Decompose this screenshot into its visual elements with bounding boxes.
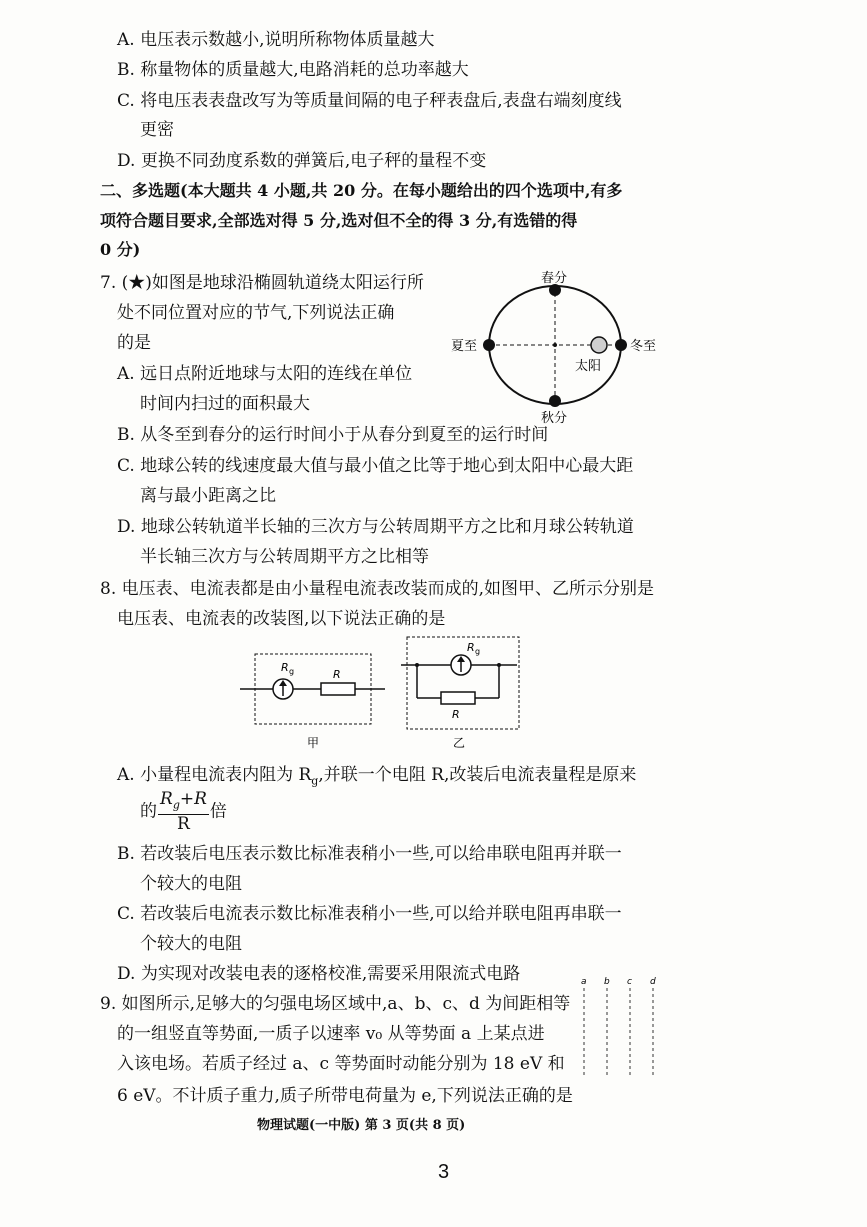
- q7-stem-cont: 处不同位置对应的节气,下列说法正确: [117, 303, 395, 323]
- box-yi: [407, 637, 519, 729]
- q7-option-d: D. 地球公转轨道半长轴的三次方与公转周期平方之比和月球公转轨道: [117, 517, 634, 537]
- label-qiufen: 秋分: [541, 411, 568, 426]
- section2-heading: 二、多选题(本大题共 4 小题,共 20 分。在每小题给出的四个选项中,有多: [100, 181, 623, 200]
- section2-heading-end: 0 分): [100, 240, 141, 259]
- svg-text:R: R: [452, 708, 460, 721]
- earth-xiazhi: [483, 339, 495, 351]
- q9-stem-cont2: 入该电场。若质子经过 a、c 等势面时动能分别为 18 eV 和: [117, 1054, 565, 1074]
- q6-option-c-cont: 更密: [140, 120, 174, 140]
- q7-stem-end: 的是: [117, 333, 151, 353]
- svg-text:b: b: [604, 977, 610, 987]
- svg-text:c: c: [627, 977, 632, 987]
- q7-option-c-cont: 离与最小距离之比: [140, 486, 276, 506]
- svg-text:R: R: [281, 661, 289, 674]
- svg-text:甲: 甲: [307, 736, 320, 750]
- resistor-jia: [321, 683, 355, 695]
- sun-marker: [591, 337, 607, 353]
- q8-stem: 8. 电压表、电流表都是由小量程电流表改装而成的,如图甲、乙所示分别是: [100, 579, 655, 599]
- svg-text:g: g: [289, 667, 295, 676]
- meter-conversion-diagram: [235, 634, 525, 754]
- label-chunfen: 春分: [541, 271, 568, 286]
- q8-option-b: B. 若改装后电压表示数比标准表稍小一些,可以给串联电阻再并联一: [117, 844, 622, 864]
- svg-text:R: R: [467, 641, 475, 654]
- q6-option-b: B. 称量物体的质量越大,电路消耗的总功率越大: [117, 60, 469, 80]
- svg-text:g: g: [475, 647, 481, 656]
- earth-qiufen: [549, 395, 561, 407]
- q7-option-c: C. 地球公转的线速度最大值与最小值之比等于地心到太阳中心最大距: [117, 456, 634, 476]
- svg-text:d: d: [650, 977, 656, 987]
- q8-stem-cont: 电压表、电流表的改装图,以下说法正确的是: [117, 609, 446, 629]
- q6-option-a: A. 电压表示数越小,说明所称物体质量越大: [117, 30, 435, 50]
- orbit-diagram: [445, 262, 695, 432]
- section2-heading-cont: 项符合题目要求,全部选对得 5 分,选对但不全的得 3 分,有选错的得: [100, 211, 578, 230]
- q8-option-a: A. 小量程电流表内阻为 $R_g$,并联一个电阻 R,改装后电流表量程是原来: [117, 765, 637, 788]
- page-footer: 物理试题(一中版) 第 3 页(共 8 页): [257, 1118, 466, 1133]
- label-sun: 太阳: [575, 359, 602, 374]
- equipotential-diagram: [572, 974, 672, 1084]
- earth-dongzhi: [615, 339, 627, 351]
- q8-option-c-cont: 个较大的电阻: [140, 934, 242, 954]
- q8-option-c: C. 若改装后电流表示数比标准表稍小一些,可以给并联电阻再串联一: [117, 904, 622, 924]
- q9-stem-end: 6 eV。不计质子重力,质子所带电荷量为 e,下列说法正确的是: [117, 1086, 573, 1106]
- q7-option-b: B. 从冬至到春分的运行时间小于从春分到夏至的运行时间: [117, 425, 549, 445]
- q8-option-d: D. 为实现对改装电表的逐格校准,需要采用限流式电路: [117, 964, 521, 984]
- q6-option-c: C. 将电压表表盘改写为等质量间隔的电子秤表盘后,表盘右端刻度线: [117, 91, 622, 111]
- q7-option-a-cont: 时间内扫过的面积最大: [140, 394, 310, 414]
- q8-option-a-cont: 的 $\frac{R_g+R}{R}$ 倍: [140, 789, 227, 835]
- svg-text:乙: 乙: [453, 736, 466, 750]
- svg-text:a: a: [581, 977, 587, 987]
- q7-option-d-cont: 半长轴三次方与公转周期平方之比相等: [140, 547, 429, 567]
- q9-stem: 9. 如图所示,足够大的匀强电场区域中,a、b、c、d 为间距相等: [100, 994, 571, 1014]
- q8-option-b-cont: 个较大的电阻: [140, 874, 242, 894]
- svg-text:R: R: [333, 668, 341, 681]
- q7-option-a: A. 远日点附近地球与太阳的连线在单位: [117, 364, 413, 384]
- label-dongzhi: 冬至: [630, 339, 657, 354]
- page-number: 3: [438, 1161, 450, 1183]
- q6-option-d: D. 更换不同劲度系数的弹簧后,电子秤的量程不变: [117, 151, 487, 171]
- label-xiazhi: 夏至: [451, 339, 478, 354]
- q7-stem: 7. (★)如图是地球沿椭圆轨道绕太阳运行所: [100, 273, 424, 293]
- q9-stem-cont: 的一组竖直等势面,一质子以速率 v₀ 从等势面 a 上某点进: [117, 1024, 545, 1044]
- ratio-fraction: $\frac{R_g+R}{R}$: [160, 789, 207, 835]
- resistor-yi: [441, 692, 475, 704]
